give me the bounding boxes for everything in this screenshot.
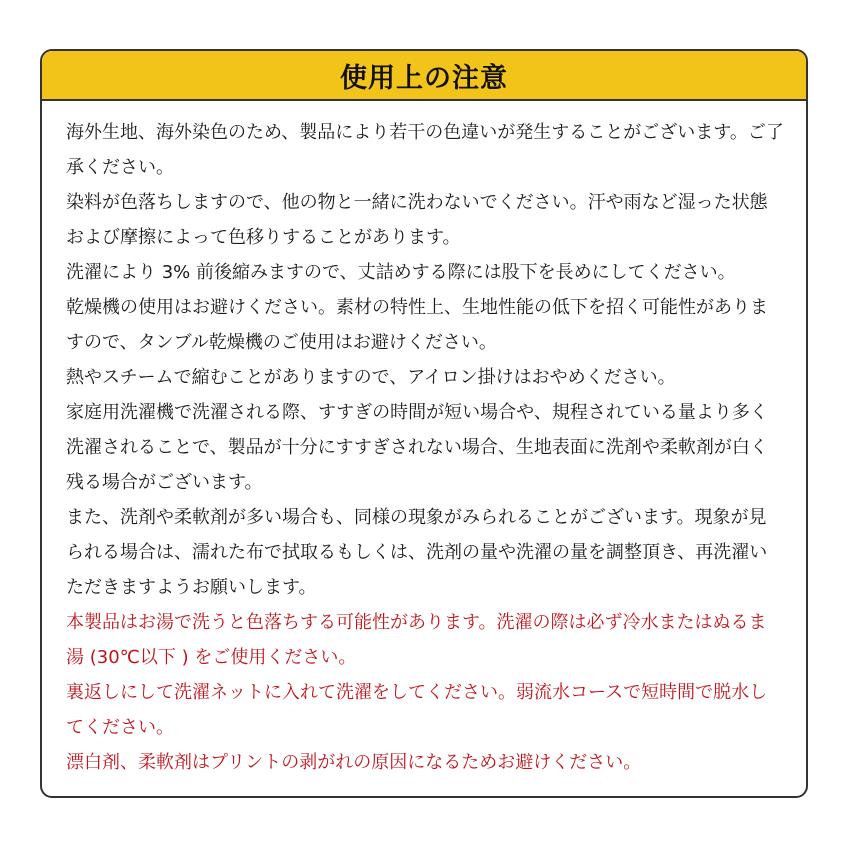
note-paragraph: 家庭用洗濯機で洗濯される際、すすぎの時間が短い場合や、規程されている量より多く洗濯されることで、製品が十分にすすぎされない場合、生地表面に洗剤や柔軟剤が白く残る場合がございます。 xyxy=(66,402,768,493)
page-title: 使用上の注意 xyxy=(340,62,508,94)
note-paragraph: 洗濯により 3% 前後縮みますので、丈詰めする際には股下を長めにしてください。 xyxy=(66,262,736,283)
note-paragraph: 熱やスチームで縮むことがありますので、アイロン掛けはおやめください。 xyxy=(66,367,676,388)
note-paragraph: また、洗剤や柔軟剤が多い場合も、同様の現象がみられることがございます。現象が見られる場合は、濡れた布で拭取るもしくは、洗剤の量や洗濯の量を調整頂き、再洗濯いただきますようお願いします。 xyxy=(66,507,768,598)
caution-header xyxy=(42,51,806,101)
caution-card xyxy=(40,49,808,798)
caution-body xyxy=(42,101,806,780)
note-paragraph: 海外生地、海外染色のため、製品により若干の色違いが発生することがございます。ご了承ください。 xyxy=(66,122,784,178)
warning-paragraph: 漂白剤、柔軟剤はプリントの剥がれの原因になるためお避けください。 xyxy=(66,752,642,773)
note-paragraph: 乾燥機の使用はお避けください。素材の特性上、生地性能の低下を招く可能性がありますので、タンブル乾燥機のご使用はお避けください。 xyxy=(66,297,768,353)
warning-paragraph: 裏返しにして洗濯ネットに入れて洗濯をしてください。弱流水コースで短時間で脱水してください。 xyxy=(66,682,768,738)
warning-paragraph: 本製品はお湯で洗うと色落ちする可能性があります。洗濯の際は必ず冷水またはぬるま湯 (30℃以下 ) をご使用ください。 xyxy=(66,612,767,668)
note-paragraph: 染料が色落ちしますので、他の物と一緒に洗わないでください。汗や雨など湿った状態および摩擦によって色移りすることがあります。 xyxy=(66,192,768,248)
